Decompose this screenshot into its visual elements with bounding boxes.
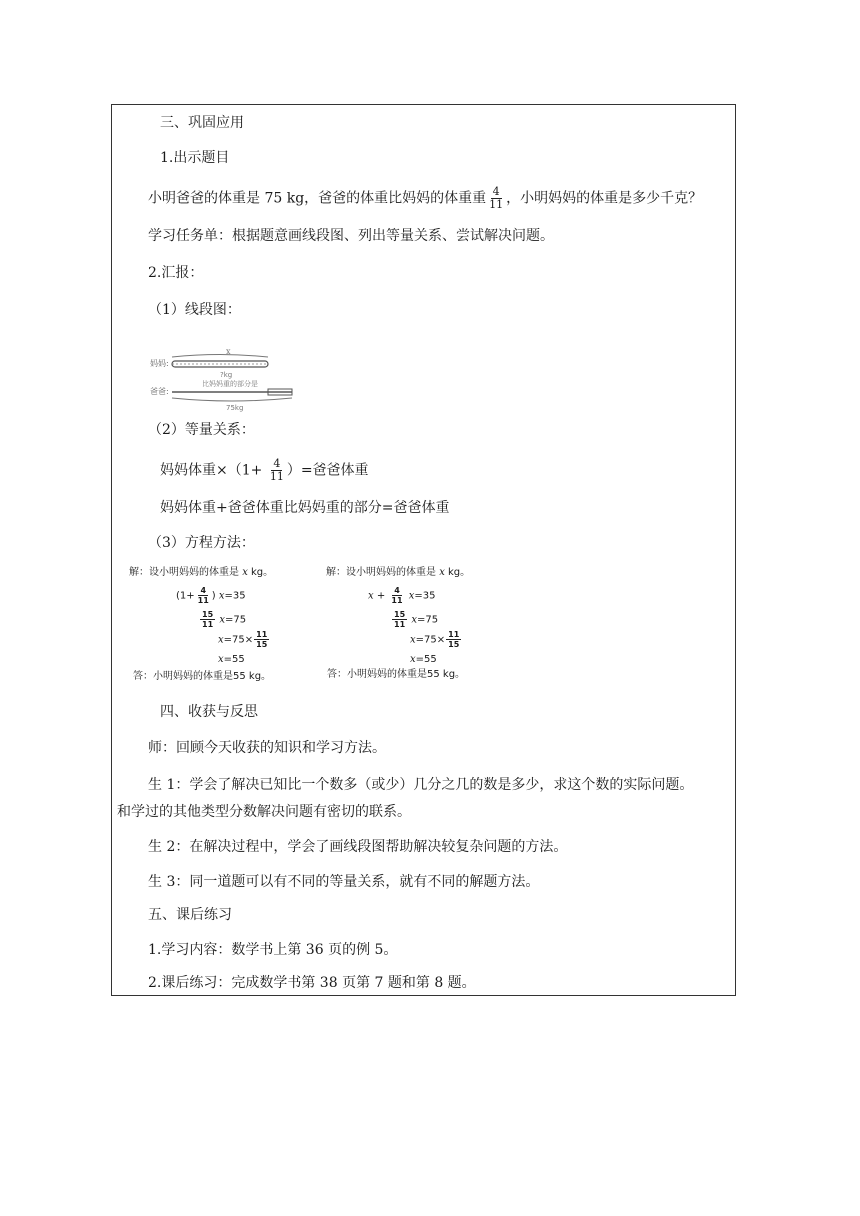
diagram-total-label: 75kg bbox=[226, 404, 244, 412]
student2-line: 生 2：在解决过程中，学会了画线段图帮助解决较复杂问题的方法。 bbox=[148, 839, 568, 855]
relation-1-den: 11 bbox=[269, 470, 284, 483]
student3-line: 生 3：同一道题可以有不同的等量关系，就有不同的解题方法。 bbox=[148, 874, 540, 890]
right-eq2-var: x bbox=[411, 614, 417, 626]
relation-1 bbox=[160, 458, 369, 483]
right-eq1-den: 11 bbox=[391, 596, 403, 605]
relation-1-before: 妈妈体重×（1+ bbox=[160, 462, 267, 479]
right-let-unit: kg。 bbox=[448, 567, 471, 578]
problem-text-before: 小明爸爸的体重是 75 kg，爸爸的体重比妈妈的体重重 bbox=[148, 190, 487, 207]
left-eq1-rhs: =35 bbox=[224, 590, 246, 602]
left-eq3-frac bbox=[254, 630, 269, 649]
right-eq1-var: x bbox=[368, 590, 374, 602]
right-eq1-var2: x bbox=[408, 590, 415, 602]
segment-diagram-title: （1）线段图： bbox=[148, 302, 241, 318]
right-eq3-var: x bbox=[410, 634, 416, 646]
left-eq1-open: (1+ bbox=[176, 590, 195, 602]
left-eq4-rhs: =55 bbox=[223, 654, 245, 665]
diagram-top-brace bbox=[172, 355, 268, 358]
left-eq2-frac bbox=[200, 610, 215, 629]
problem-text-after: ，小明妈妈的体重是多少千克？ bbox=[506, 190, 703, 207]
relation-1-num: 4 bbox=[273, 457, 281, 470]
left-eq3 bbox=[218, 630, 270, 649]
diagram-x-unit-label: ?kg bbox=[220, 371, 233, 379]
right-let-var: x bbox=[439, 567, 445, 578]
left-eq1 bbox=[176, 586, 246, 605]
left-eq1-close: ) bbox=[211, 590, 216, 602]
right-let-text: 解：设小明妈妈的体重是 bbox=[326, 567, 436, 578]
right-eq2-frac bbox=[392, 610, 407, 629]
left-answer: 答：小明妈妈的体重是55 kg。 bbox=[133, 671, 272, 682]
teacher-line: 师：回顾今天收获的知识和学习方法。 bbox=[148, 740, 386, 756]
student1-line1: 生 1：学会了解决已知比一个数多（或少）几分之几的数是多少，求这个数的实际问题。 bbox=[148, 777, 694, 793]
left-solution-let bbox=[129, 566, 273, 580]
right-answer: 答：小明妈妈的体重是55 kg。 bbox=[327, 669, 466, 680]
problem-fraction-den: 11 bbox=[489, 198, 504, 211]
right-eq4-var: x bbox=[410, 654, 416, 665]
left-eq2 bbox=[199, 610, 246, 629]
section5-item1: 1.学习内容：数学书上第 36 页的例 5。 bbox=[148, 942, 398, 958]
left-eq1-frac bbox=[196, 586, 211, 605]
right-eq2 bbox=[391, 610, 438, 629]
diagram-dad-label: 爸爸: bbox=[150, 387, 169, 396]
equation-title: （3）方程方法： bbox=[148, 535, 255, 551]
right-eq3-den: 15 bbox=[448, 640, 460, 649]
right-eq1-frac bbox=[389, 586, 404, 605]
right-eq3-num: 11 bbox=[448, 630, 460, 639]
left-eq2-num: 15 bbox=[202, 610, 214, 619]
right-eq4-rhs: =55 bbox=[415, 654, 437, 665]
right-eq3-frac bbox=[446, 630, 461, 649]
diagram-x-label: x bbox=[226, 347, 231, 356]
right-eq1-rhs: =35 bbox=[414, 590, 436, 602]
right-eq4 bbox=[410, 653, 437, 667]
segment-diagram bbox=[150, 340, 300, 412]
section3-item1: 1.出示题目 bbox=[160, 150, 230, 166]
left-eq3-rhs: =75× bbox=[223, 634, 254, 646]
right-eq3 bbox=[410, 630, 462, 649]
right-eq3-rhs: =75× bbox=[415, 634, 446, 646]
left-eq4-var: x bbox=[218, 654, 224, 665]
right-eq1-plus: + bbox=[376, 590, 386, 602]
left-eq3-var: x bbox=[218, 634, 224, 646]
task-sheet: 学习任务单：根据题意画线段图、列出等量关系、尝试解决问题。 bbox=[148, 228, 554, 244]
right-solution-let bbox=[326, 566, 470, 580]
section5-heading: 五、课后练习 bbox=[148, 907, 232, 923]
left-let-var: x bbox=[242, 567, 248, 578]
left-eq2-den: 11 bbox=[202, 620, 214, 629]
relation-1-after: ）=爸爸体重 bbox=[286, 462, 369, 479]
relation-2: 妈妈体重+爸爸体重比妈妈重的部分=爸爸体重 bbox=[160, 500, 450, 516]
problem-fraction-num: 4 bbox=[492, 185, 500, 198]
student1-line2: 和学过的其他类型分数解决问题有密切的联系。 bbox=[117, 804, 411, 820]
diagram-bottom-brace bbox=[172, 398, 292, 401]
section3-heading: 三、巩固应用 bbox=[160, 115, 244, 131]
right-eq1 bbox=[368, 586, 435, 605]
left-let-unit: kg。 bbox=[251, 567, 274, 578]
left-eq1-num: 4 bbox=[200, 586, 207, 595]
left-eq3-den: 15 bbox=[256, 640, 268, 649]
left-eq1-den: 11 bbox=[197, 596, 209, 605]
left-eq2-rhs: =75 bbox=[224, 614, 247, 626]
left-eq1-var: x bbox=[218, 590, 225, 602]
problem-text bbox=[148, 186, 702, 211]
section4-heading: 四、收获与反思 bbox=[160, 704, 258, 720]
left-let-text: 解：设小明妈妈的体重是 bbox=[129, 567, 239, 578]
relation-title: （2）等量关系： bbox=[148, 422, 255, 438]
right-eq2-num: 15 bbox=[394, 610, 406, 619]
right-eq2-rhs: =75 bbox=[416, 614, 439, 626]
diagram-diff-label: 比妈妈重的部分是 bbox=[202, 380, 258, 388]
section5-item2: 2.课后练习：完成数学书第 38 页第 7 题和第 8 题。 bbox=[148, 975, 476, 991]
relation-1-fraction bbox=[268, 458, 286, 483]
right-eq2-den: 11 bbox=[394, 620, 406, 629]
diagram-mom-label: 妈妈: bbox=[150, 359, 169, 368]
left-eq4 bbox=[218, 653, 245, 667]
right-eq1-num: 4 bbox=[394, 586, 400, 595]
left-eq3-num: 11 bbox=[256, 630, 268, 639]
section3-item2: 2.汇报： bbox=[148, 265, 204, 281]
problem-fraction bbox=[487, 186, 505, 211]
left-eq2-var: x bbox=[219, 614, 225, 626]
